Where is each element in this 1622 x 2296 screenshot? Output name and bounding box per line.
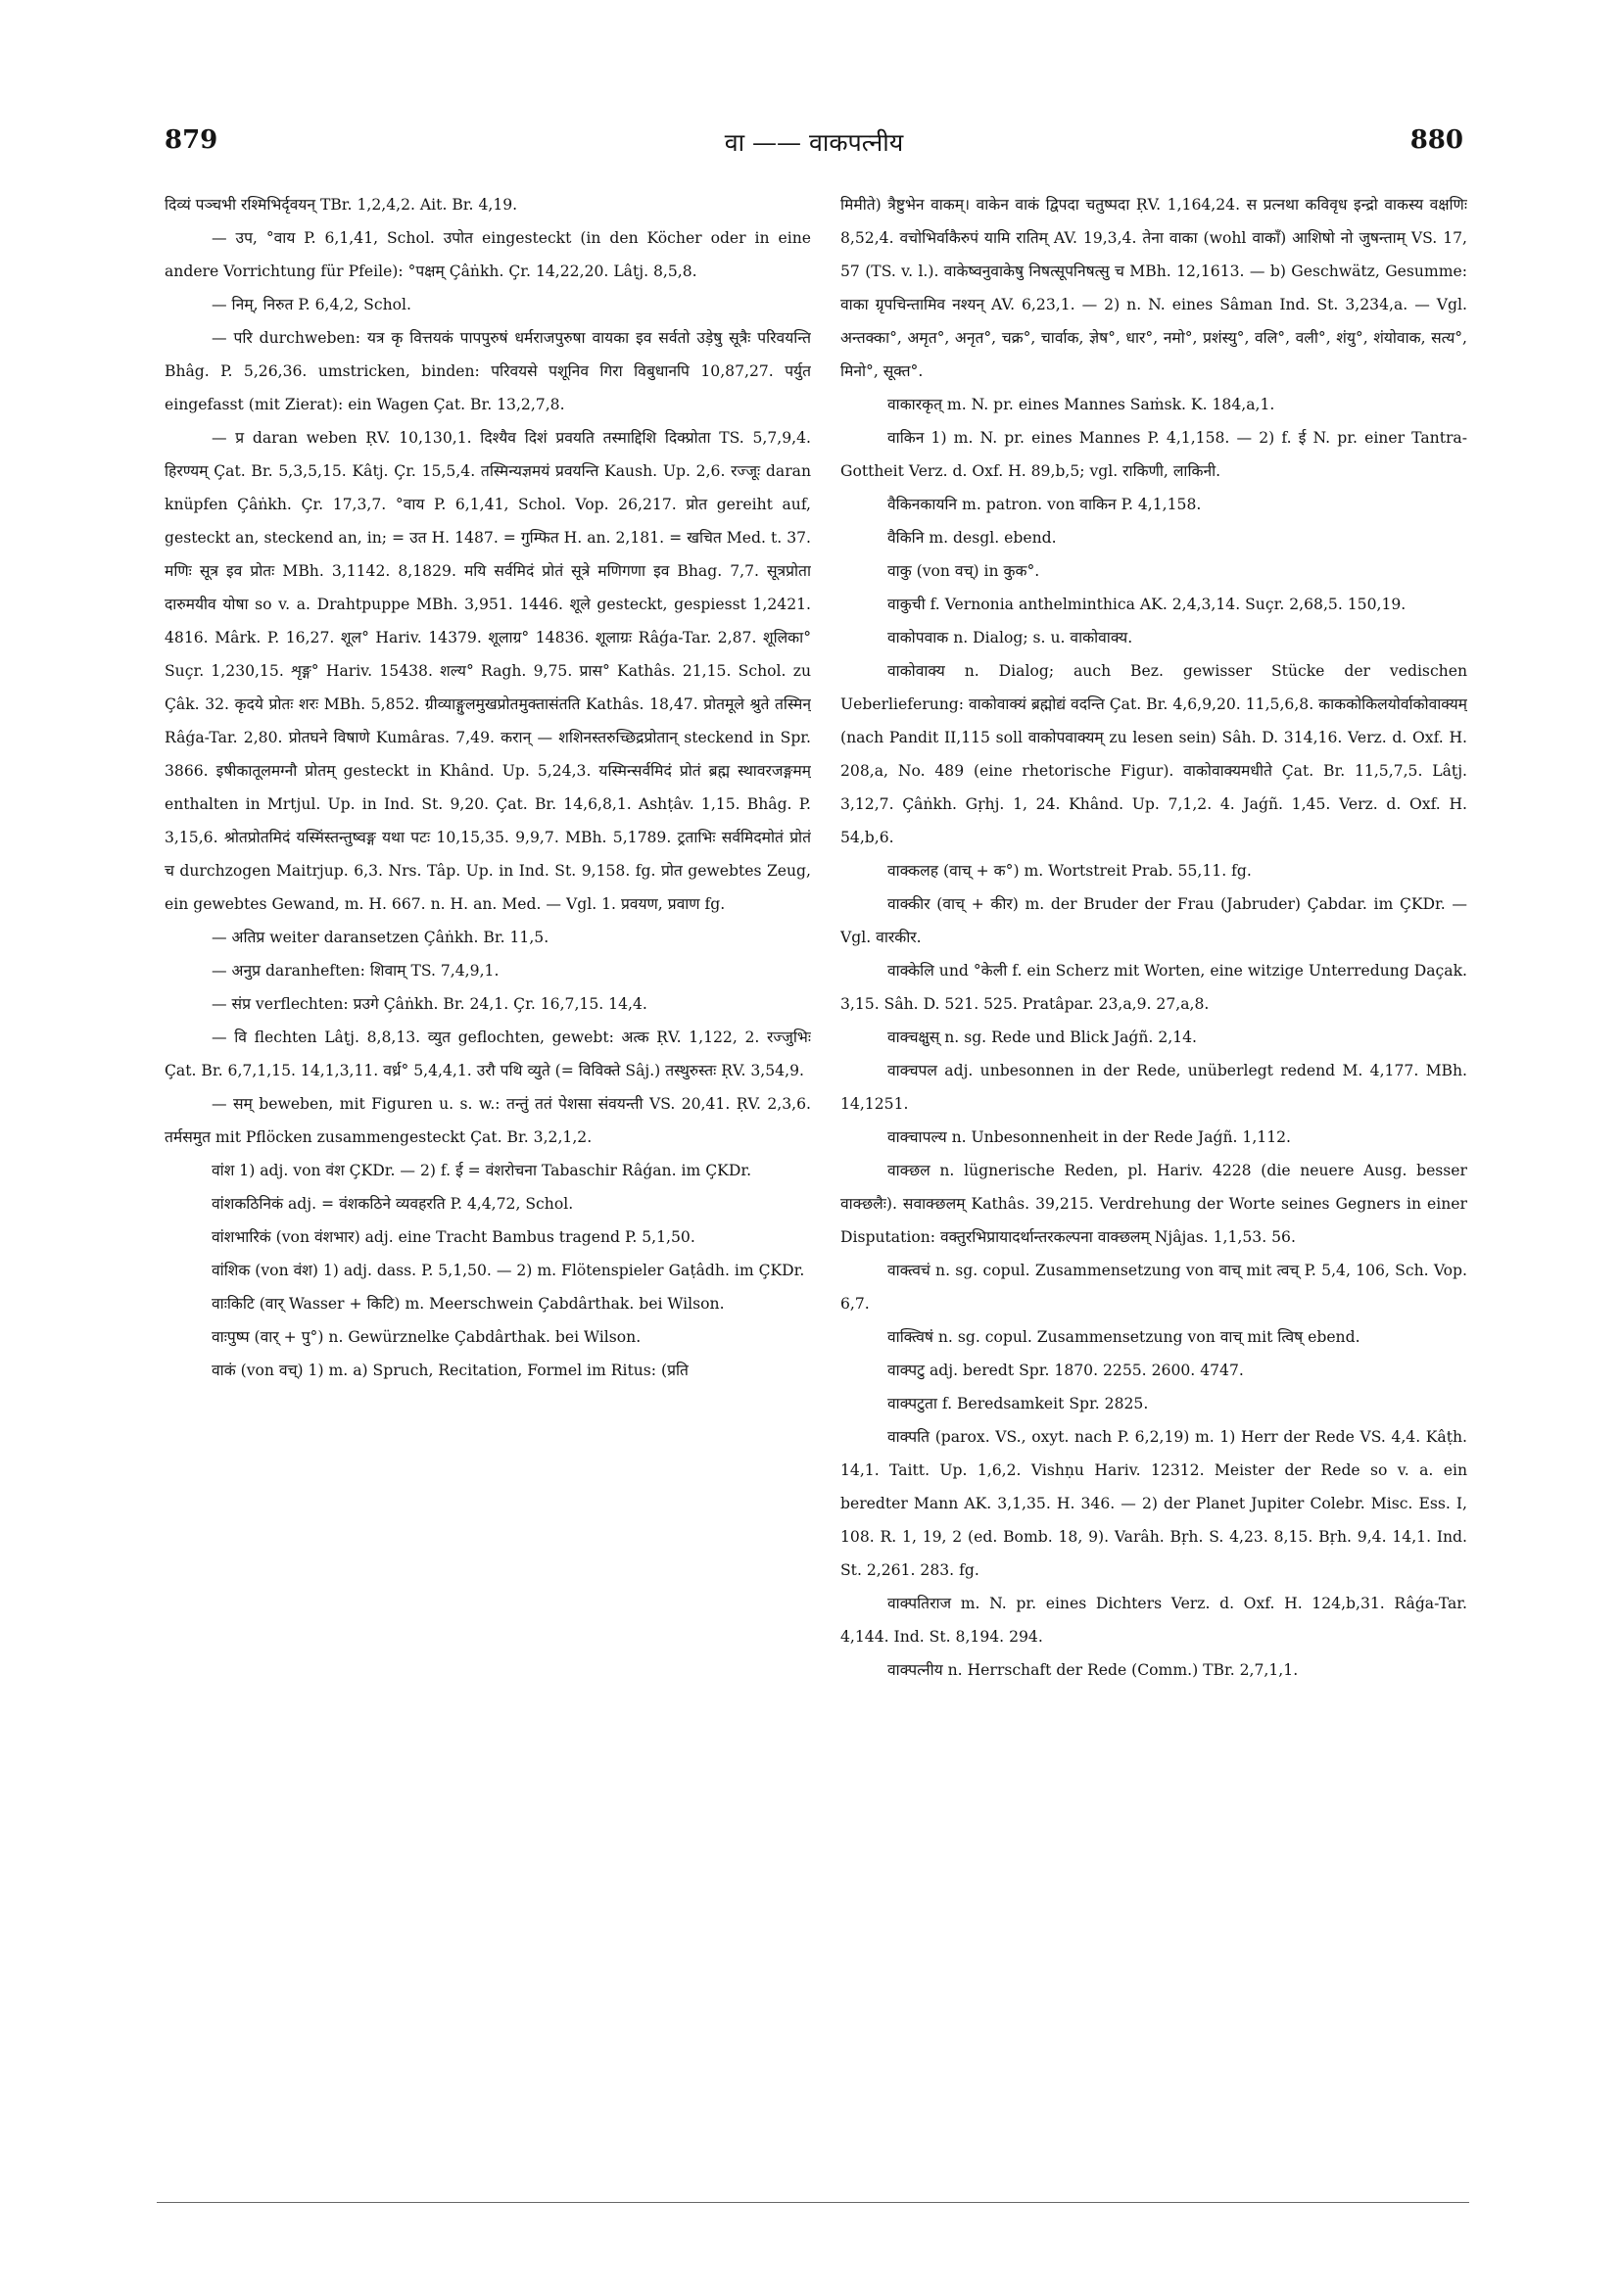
dictionary-entry: वाक्पति (parox. VS., oxyt. nach P. 6,2,19) m. 1) Herr der Rede VS. 4,4. Kâṭh. 14,1. Taitt. Up. 1,6,2. Vishṇu Hariv. 12312. Meister der Rede so v. a. ein beredter Mann AK. 3,1,35. H. 346. — 2) der Planet Jupiter Colebr. Misc. Ess. I, 108. R. 1, 19, 2 (ed. Bomb. 18, 9). Varâh. Bṛh. S. 4,23. 8,15. Bṛh. 9,4. 14,1. Ind. St. 2,261. 283. fg. (840, 1428, 1467, 1579)
dictionary-entry: — परि durchweben: यत्र कृ वित्तयकं पापपुरुषं धर्मराजपुरुषा वायका इव सर्वतो उड़ेषु सूत्रैः परिवयन्ति Bhâg. P. 5,26,36. umstricken, binden: परिवयसे पशूनिव गिरा विबुधानपि 10,87,27. पर्युत eingefasst (mit Zierat): ein Wagen Çat. Br. 13,2,7,8. (165, 329, 811, 413)
dictionary-entry: वाकु (von वच्) in कुक°. (887, 562, 1040, 580)
dictionary-entry: वाक्कीर (वाच् + कीर) m. der Bruder der Frau (Jabruder) Çabdar. im ÇKDr. — Vgl. वारकीर. (840, 895, 1467, 946)
dictionary-entry: वाकिन 1) m. N. pr. eines Mannes P. 4,1,158. — 2) f. ई N. pr. einer Tantra-Gottheit Verz. d. Oxf. H. 89,b,5; vgl. राकिणी, लाकिनी. (840, 429, 1467, 480)
dictionary-entry: वाक्चक्षुस् n. sg. Rede und Blick Jaǵñ. 2,14. (887, 1028, 1197, 1046)
dictionary-entry: वाक्पतिराज m. N. pr. eines Dichters Verz. d. Oxf. H. 124,b,31. Râǵa-Tar. 4,144. Ind. St. 8,194. 294. (840, 1595, 1467, 1646)
dictionary-entry: दिव्यं पञ्चभी रश्मिभिर्दृवयन् TBr. 1,2,4,2. Ait. Br. 4,19. (165, 196, 518, 214)
dictionary-entry: वैकिनकायनि m. patron. von वाकिन P. 4,1,158. (887, 496, 1202, 513)
dictionary-entry: वाक्चापल्य n. Unbesonnenheit in der Rede Jaǵñ. 1,112. (887, 1128, 1291, 1146)
page-number-right: 880 (1409, 125, 1463, 155)
dictionary-entry: — अनुप्र daranheften: शिवाम् TS. 7,4,9,1. (212, 962, 500, 980)
dictionary-entry: वाक्पटु adj. beredt Spr. 1870. 2255. 2600. 4747. (887, 1362, 1244, 1379)
dictionary-entry: वाक्पत्नीय n. Herrschaft der Rede (Comm.) TBr. 2,7,1,1. (887, 1661, 1299, 1679)
dictionary-entry: वाक्त्वचं n. sg. copul. Zusammensetzung von वाच् mit त्वच् P. 5,4, 106, Sch. Vop. 6,7. (840, 1262, 1467, 1313)
dictionary-entry: वाक्छल n. lügnerische Reden, pl. Hariv. 4228 (die neuere Ausg. besser वाक्छलैः). सवाक्छलम् Kathâs. 39,215. Verdrehung der Worte seines Gegners in einer Disputation: वक्तुरभिप्रायादर्थान्तरकल्पना वाक्छलम् Njâjas. 1,1,53. 56. (840, 1162, 1467, 1246)
footer-rule (157, 2202, 1469, 2203)
dictionary-entry: वाक्त्विषं n. sg. copul. Zusammensetzung von वाच् mit त्विष् ebend. (887, 1328, 1360, 1346)
dictionary-entry: वांशिक (von वंश) 1) adj. dass. P. 5,1,50. — 2) m. Flötenspieler Gaṭâdh. im ÇKDr. (212, 1262, 805, 1279)
dictionary-entry: — वि flechten Lâṭj. 8,8,13. व्युत geflochten, gewebt: अत्क ṚV. 1,122, 2. रज्जुभिः Çat. Br. 6,7,1,15. 14,1,3,11. वर्ध्र° 5,4,4,1. उरौ पथि व्युते (= विविक्ते Sâj.) तस्थुरुस्तः ṚV. 3,54,9. (165, 1028, 811, 1079)
running-head: वा —— वाकपत्नीय (724, 128, 904, 157)
page-header (165, 125, 1463, 165)
dictionary-entry: वांशकठिनिकं adj. = वंशकठिने व्यवहरति P. 4,4,72, Schol. (212, 1195, 574, 1213)
dictionary-entry: वांशभारिकं (von वंशभार) adj. eine Tracht Bambus tragend P. 5,1,50. (212, 1228, 695, 1246)
dictionary-entry: वाकारकृत् m. N. pr. eines Mannes Saṁsk. K. 184,a,1. (887, 396, 1275, 413)
dictionary-entry: वाक्पटुता f. Beredsamkeit Spr. 2825. (887, 1395, 1149, 1412)
dictionary-entry: वाकुची f. Vernonia anthelminthica AK. 2,4,3,14. Suçr. 2,68,5. 150,19. (887, 596, 1407, 613)
dictionary-entry: वाक्चपल adj. unbesonnen in der Rede, unüberlegt redend M. 4,177. MBh. 14,1251. (840, 1062, 1467, 1113)
dictionary-entry: वाकोवाक्य n. Dialog; auch Bez. gewisser Stücke der vedischen Ueberlieferung: वाकोवाक्यं ब्रह्मोद्यं वदन्ति Çat. Br. 4,6,9,20. 11,5,6,8. काककोकिलयोर्वाकोवाक्यम् (nach Pandit II,115 soll वाकोपवाक्यम् zu lesen sein) Sâh. D. 314,16. Verz. d. Oxf. H. 208,a, No. 489 (eine rhetorische Figur). वाकोवाक्यमधीते Çat. Br. 11,5,7,5. Lâṭj. 3,12,7. Çâṅkh. Gṛhj. 1, 24. Khând. Up. 7,1,2. 4. Jaǵñ. 1,45. Verz. d. Oxf. H. 54,b,6. (840, 662, 1467, 846)
dictionary-entry: — संप्र verflechten: प्रउगे Çâṅkh. Br. 24,1. Çr. 16,7,15. 14,4. (212, 995, 647, 1013)
dictionary-entry: वाःपुष्प (वार् + पु°) n. Gewürznelke Çabdârthak. bei Wilson. (212, 1328, 642, 1346)
page-number-left: 879 (165, 125, 218, 155)
dictionary-entry: वाकोपवाक n. Dialog; s. u. वाकोवाक्य. (887, 629, 1133, 646)
dictionary-entry: — सम् beweben, mit Figuren u. s. w.: तन्तुं ततं पेशसा संवयन्ती VS. 20,41. ṚV. 2,3,6. तर्मसमुत mit Pflöcken zusammengesteckt Çat. Br. 3,2,1,2. (165, 1095, 811, 1146)
dictionary-entry: वाकं (von वच्) 1) m. a) Spruch, Recitation, Formel im Ritus: (प्रति (212, 1362, 689, 1379)
right-column (840, 188, 1467, 2128)
dictionary-entry: — अतिप्र weiter daransetzen Çâṅkh. Br. 11,5. (212, 929, 549, 946)
dictionary-entry: वैकिनि m. desgl. ebend. (887, 529, 1057, 547)
dictionary-entry: वाक्कलह (वाच् + क°) m. Wortstreit Prab. 55,11. fg. (887, 862, 1252, 880)
left-column (165, 188, 811, 2128)
dictionary-entry: — प्र daran weben ṚV. 10,130,1. दिश्यैव दिशं प्रवयति तस्माद्दिशि दिक्प्रोता TS. 5,7,9,4. हिरण्यम् Çat. Br. 5,3,5,15. Kâtj. Çr. 15,5,4. तस्मिन्यज्ञमयं प्रवयन्ति Kaush. Up. 2,6. रज्जूः daran knüpfen Çâṅkh. Çr. 17,3,7. °वाय P. 6,1,41, Schol. Vop. 26,217. प्रोत gereiht auf, gesteckt an, steckend an, in; = उत H. 1487. = गुम्फित H. an. 2,181. = खचित Med. t. 37. मणिः सूत्र इव प्रोतः MBh. 3,1142. 8,1829. मयि सर्वमिदं प्रोतं सूत्रे मणिगणा इव Bhag. 7,7. सूत्रप्रोता दारुमयीव योषा so v. a. Drahtpuppe MBh. 3,951. 1446. शूले gesteckt, gespiesst 1,2421. 4816. Mârk. P. 16,27. शूल° Hariv. 14379. शूलाग्र° 14836. शूलाग्रः Râǵa-Tar. 2,87. शूलिका° Suçr. 1,230,15. शृङ्ग° Hariv. 15438. शल्य° Ragh. 9,75. प्रास° Kathâs. 21,15. Schol. zu Çâk. 32. कृदये प्रोतः शरः MBh. 5,852. ग्रीव्याङ्गुलमुखप्रोतमुक्तासंतति Kathâs. 18,47. प्रोतमूले श्रुते तस्मिन् Râǵa-Tar. 2,80. प्रोतघने विषाणे Kumâras. 7,49. करान् — शशिनस्तरुच्छिद्रप्रोतान् steckend in Spr. 3866. इषीकातूलमग्नौ प्रोतम् gesteckt in Khând. Up. 5,24,3. यस्मिन्सर्वमिदं प्रोतं ब्रह्म स्थावरजङ्गमम् enthalten in Mrtjul. Up. in Ind. St. 9,20. Çat. Br. 14,6,8,1. Ashṭâv. 1,15. Bhâg. P. 3,15,6. श्रोतप्रोतमिदं यस्मिंस्तन्तुष्वङ्ग यथा पटः 10,15,35. 9,9,7. MBh. 5,1789. ट्रताभिः सर्वमिदमोतं प्रोतं च durchzogen Maitrjup. 6,3. Nrs. Tâp. Up. in Ind. St. 9,158. fg. प्रोत gewebtes Zeug, ein gewebtes Gewand, m. H. 667. n. H. an. Med. — Vgl. 1. प्रवयण, प्रवाण fg. (165, 429, 811, 913)
dictionary-entry: वाक्केलि und °केली f. ein Scherz mit Worten, eine witzige Unterredung Daçak. 3,15. Sâh. D. 521. 525. Pratâpar. 23,a,9. 27,a,8. (840, 962, 1467, 1013)
dictionary-entry: — उप, °वाय P. 6,1,41, Schol. उपोत eingesteckt (in den Köcher oder in eine andere Vorrichtung für Pfeile): °पक्षम् Çâṅkh. Çr. 14,22,20. Lâṭj. 8,5,8. (165, 229, 811, 280)
dictionary-entry: — निम्, निरुत P. 6,4,2, Schol. (212, 296, 411, 313)
dictionary-entry: मिमीते) त्रैष्टुभेन वाकम्। वाकेन वाकं द्विपदा चतुष्पदा ṚV. 1,164,24. स प्रत्नथा कविवृध इन्द्रो वाकस्य वक्षणिः 8,52,4. वचोभिर्वाकैरुपं यामि रातिम् AV. 19,3,4. तेना वाका (wohl वाकाँ) आशिषो नो जुषन्ताम् VS. 17, 57 (TS. v. l.). वाकेष्वनुवाकेषु निषत्सूपनिषत्सु च MBh. 12,1613. — b) Geschwätz, Gesumme: वाका ग्रृपचिन्तामिव नश्यन् AV. 6,23,1. — 2) n. N. eines Sâman Ind. St. 3,234,a. — Vgl. अन्तक्का°, अमृत°, अनृत°, चक्र°, चार्वाक, ज्ञेष°, धार°, नमो°, प्रशंस्यु°, वलि°, वली°, शंयु°, शंयोवाक, सत्य°, मिनो°, सूक्त°. (840, 196, 1467, 380)
dictionary-entry: वांश 1) adj. von वंश ÇKDr. — 2) f. ई = वंशरोचना Tabaschir Râǵan. im ÇKDr. (212, 1162, 752, 1179)
dictionary-entry: वाःकिटि (वार् Wasser + किटि) m. Meerschwein Çabdârthak. bei Wilson. (212, 1295, 725, 1313)
